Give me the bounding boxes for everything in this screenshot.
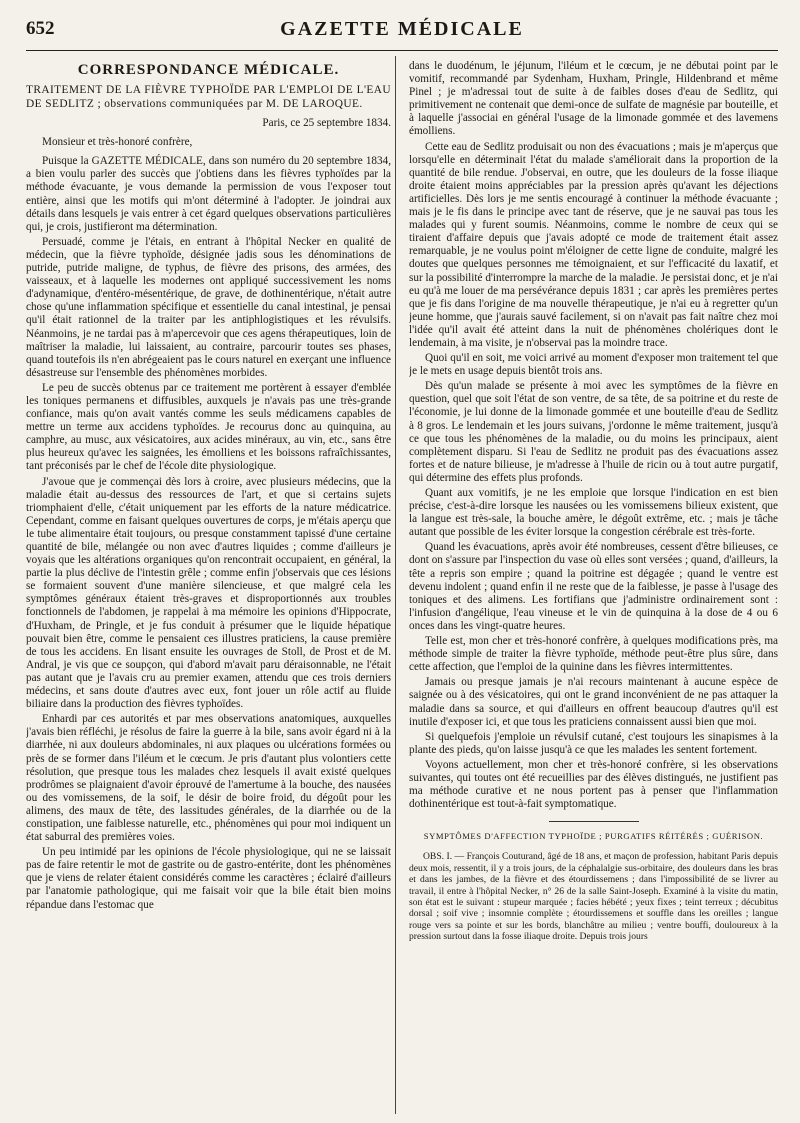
header-rule (26, 50, 778, 51)
paragraph: Le peu de succès obtenus par ce traitement me portèrent à essayer d'emblée les toniques permanens et diffusibles, auxquels je n'avais pas une très-grande confiance, mais qu'on avait vantés comme les seuls médicamens capables de mettre un terme aux accidens typhoïdes. Je recourus donc au quinquina, au camphre, au musc, aux vésicatoires, aux acides minéraux, au vin, etc., sans être plus heureux qu'avec les saignées, les émolliens et les boissons rafraîchissantes, tant préconisés par le chef de l'école dite physiologique. (26, 381, 391, 473)
paragraph: Quoi qu'il en soit, me voici arrivé au moment d'exposer mon traitement tel que je le mets en usage depuis bientôt trois ans. (409, 352, 778, 378)
page-header (26, 18, 778, 52)
paragraph: Telle est, mon cher et très-honoré confrère, à quelques modifications près, ma méthode simple de traiter la fièvre typhoïde, méthode peut-être plus sûre, dans cette affection, que l'emploi de la quinine dans les fièvres intermittentes. (409, 635, 778, 674)
paragraph: Puisque la GAZETTE MÉDICALE, dans son numéro du 20 septembre 1834, a bien voulu parler des succès que j'obtiens dans les fièvres typhoïdes par la méthode évacuante, je vous demande la permission de vous l'exposer tout entière, ainsi que les motifs qui m'ont déterminé à l'adopter. Je joindrai aux détails dans lesquels je vais entrer à cet égard quelques observations particulières qui, je crois, justifieront ma détermination. (26, 155, 391, 233)
paragraph: Si quelquefois j'emploie un révulsif cutané, c'est toujours les sinapismes à la plante des pieds, qu'on laisse jusqu'à ce que les malades les sentent fortement. (409, 730, 778, 756)
right-column (409, 60, 778, 1116)
salutation: Monsieur et très-honoré confrère, (42, 136, 193, 149)
paragraph: Jamais ou presque jamais je n'ai recours maintenant à aucune espèce de saignée ou à des vésicatoires, qui ont le grand inconvénient de ne pas attaquer la maladie dans sa source, et qui d'ailleurs en offrent beaucoup d'autres qu'il est inutile d'exposer ici, et que tous les praticiens connaissent aussi bien que moi. (409, 676, 778, 728)
journal-title: GAZETTE MÉDICALE (280, 18, 524, 40)
column-divider (395, 56, 396, 1114)
paragraph: J'avoue que je commençai dès lors à croire, avec plusieurs médecins, que la maladie était au-dessus des ressources de l'art, et que si certains sujets triomphaient d'elle, c'était uniquement par les efforts de la nature médicatrice. Cependant, comme en faisant quelques ouvertures de corps, je m'étais aperçu que le tube alimentaire était toujours, ou presque constamment tapissé d'une certaine quantité de bile, mélangée ou non avec d'autres liquides ; comme d'ailleurs je voyais que les altérations organiques qu'on rencontrait occupaient, en général, la partie la plus déclive de l'intestin grêle ; comme enfin j'observais que ces lésions se formaient souvent d'une manière silencieuse, et que malgré cela les symptômes généraux étaient très-graves et disproportionnés aux troubles fonctionnels de l'abdomen, je rappelai à ma mémoire les opinions d'Hippocrate, d'Huxham, de Pringle, et je fus conduit à présumer que le liquide hépatique pouvait bien être, comme le pensaient ces illustres praticiens, la cause première de tous les accidens. En lisant ensuite les ouvrages de Stoll, de Prost et de M. Andral, je vis que ce soupçon, qui d'abord m'avait paru déraisonnable, ne l'était pas autant que je l'avais cru au premier examen, attendu que ces trois derniers médecins, et sans doute d'autres avec eux, font jouer un rôle actif au fluide biliaire dans la production des fièvres typhoïdes. (26, 475, 391, 711)
observation-block (409, 851, 778, 942)
paragraph: Dès qu'un malade se présente à moi avec les symptômes de la fièvre en question, quel que soit l'état de son ventre, de sa tête, de sa poitrine et du reste de l'économie, je lui donne de la limonade gommée et une bouteille d'eau de Sedlitz à 8 gros. Le lendemain et les jours suivans, j'ordonne le même traitement, jusqu'à ce que tous les phénomènes de la maladie, ou du moins les principaux, aient complètement disparu. Si l'eau de Sedlitz ne produit pas des évacuations assez fortes et de nature bilieuse, je m'adresse à l'huile de ricin ou à tout autre purgatif, qui détermine des effets plus profonds. (409, 380, 778, 484)
paragraph: Un peu intimidé par les opinions de l'école physiologique, qui ne se laissait pas de faire retentir le mot de gastrite ou de gastro-entérite, dont les phénomènes que je viens de relater étaient considérés comme les caractères ; éclairé d'ailleurs par l'anatomie pathologique, qui me faisait voir que la bile était bien moins répandue dans l'estomac que (26, 846, 391, 911)
left-column (26, 60, 391, 1116)
paragraph: Persuadé, comme je l'étais, en entrant à l'hôpital Necker en qualité de médecin, que la fièvre typhoïde, désignée jadis sous les dénominations de putride, putride maligne, de typhus, de fièvre des prisons, des armées, des vaisseaux, et à laquelle les modernes ont appliqué successivement les noms d'adynamique, d'entéro-mésentérique, de grave, de dothinentérique, n'était autre chose qu'une inflammation spécifique et essentielle du canal intestinal, je pensai qu'il était rationnel de la traiter par les antiphlogistiques et les révulsifs. Néanmoins, je ne tardai pas à m'apercevoir que ces agens thérapeutiques, loin de maîtriser la maladie, lui laissaient, au contraire, parcourir toutes ses phases, quand toutefois ils n'en abrégeaient pas le cours naturel en exerçant une influence désastreuse sur l'ensemble des phénomènes morbides. (26, 235, 391, 379)
paragraph: Voyons actuellement, mon cher et très-honoré confrère, si les observations suivantes, qui toutes ont été recueillies par des élèves distingués, ne justifient pas ma méthode curative et ne nous portent pas à penser que l'inflammation dothinentérique est tout-à-fait symptomatique. (409, 758, 778, 811)
paragraph: Cette eau de Sedlitz produisait ou non des évacuations ; mais je m'aperçus que lorsqu'elle en déterminait l'état du malade s'améliorait dans la proportion de la quantité de bile rendue. J'observai, en outre, que les douleurs de la fosse iliaque droite étaient moins appréciables par la pression après qu'avant les déjections artificielles. Dès lors je me sentis encouragé à continuer la méthode évacuante ; mais je le fis dans le principe avec tant de réserve, que je ne sauvai pas tous les malades qui y furent soumis. Néanmoins, comme le nombre de ceux qui se tiraient d'affaire depuis que j'avais adopté ce mode de traitement était assez remarquable, je ne voulus point m'éloigner de cette ligne de conduite, malgré les doutes que quelques personnes me témoignaient, et sur l'efficacité du laxatif, et sur la possibilité d'interrompre la marche de la maladie. Je persistai donc, et je n'ai eu qu'à me louer de ma persévérance depuis 1831 ; car après les premières pertes que je fis dans l'origine de ma nouvelle thérapeutique, je n'ai eu à regretter qu'un jeune homme, que j'aurais sauvé facilement, si on n'avait pas fait naître chez moi l'idée qu'il avait été atteint dans la nuit de phénomènes cholériques dont le lendemain, à ma visite, je n'observai pas la moindre trace. (409, 140, 778, 349)
observation-heading: SYMPTÔMES D'AFFECTION TYPHOÏDE ; PURGATIFS RÉITÉRÉS ; GUÉRISON. (423, 831, 764, 842)
page-number: 652 (26, 18, 55, 39)
paragraph: Enhardi par ces autorités et par mes observations anatomiques, auxquelles j'avais bien réfléchi, je résolus de faire la guerre à la bile, sans avoir égard ni à la diarrhée, ni aux douleurs abdominales, ni aux plaques ou ulcérations formées ou près de se former dans l'iléum et le cœcum. Je pris d'autant plus volontiers cette résolution, que presque tous les malades chez lesquels il avait existé quelques prodrômes se plaignaient d'avoir éprouvé de l'amertume à la bouche, des nausées ou des vomissemens, de la soif, le désir de boire froid, du dégoût pour les alimens, des maux de tête, des lassitudes générales, de la diarrhée ou de la constipation, une faiblesse naturelle, etc., phénomènes qui pour moi indiquent un état saburral des premières voies. (26, 713, 391, 844)
section-rule (549, 821, 639, 822)
article-subtitle: TRAITEMENT DE LA FIÈVRE TYPHOÏDE PAR L'EMPLOI DE L'EAU DE SEDLITZ ; observations communiquées par M. DE LAROQUE. (26, 84, 391, 111)
paragraph: Quand les évacuations, après avoir été nombreuses, cessent d'être bilieuses, ce dont on s'assure par l'inspection du vase où elles sont versées ; quand, d'ailleurs, la tête a repris son empire ; quand la poitrine est dégagée ; quand le ventre est devenu indolent ; quand enfin il ne reste que de la faiblesse, je passe à l'usage des toniques et des alimens. Les fortifians que j'administre ordinairement sont : l'infusion d'angélique, l'eau vineuse et le vin de quinquina à la dose de 4 ou 6 onces dans les vingt-quatre heures. (409, 541, 778, 632)
paragraph: Quant aux vomitifs, je ne les emploie que lorsque l'indication en est bien précise, c'est-à-dire lorsque les nausées ou les vomissemens bilieux existent, que la langue est très-sale, la bouche amère, le dégoût extrême, etc. ; mais je tâche autant que possible de les éviter lorsque la congestion cérébrale est très-forte. (409, 487, 778, 539)
dateline: Paris, ce 25 septembre 1834. (262, 117, 391, 130)
paragraph-continued: dans le duodénum, le jéjunum, l'iléum et le cœcum, je ne débutai point par le vomitif, recommandé par Sydenham, Huxham, Pringle, Hildenbrand et même Pinel ; je m'adressai tout de suite à de faibles doses d'eau de Sedlitz, qui primitivement ne contenait que demi-once de sulfate de magnésie par bouteille, et à laquelle j'associai en général l'usage de la limonade gommée et des lavemens émolliens. (409, 60, 778, 138)
observation-text: OBS. I. — François Couturand, âgé de 18 ans, et maçon de profession, habitant Paris depuis deux mois, ressentit, il y a trois jours, de la céphalalgie sus-orbitaire, des douleurs dans les bras et dans les jambes, de la fièvre et des étourdissemens ; dans l'impossibilité de se livrer au travail, il entre à l'hôpital Necker, n° 26 de la salle Saint-Joseph. Examiné à la visite du matin, son état est le suivant : stupeur marquée ; facies hébété ; yeux fixes ; teint terreux ; décubitus dorsal ; soif vive ; insomnie complète ; étourdissemens et souffle dans les oreilles ; langue rouge vers sa pointe et sur les bords, blanchâtre au milieu ; ventre bouffi, douloureux à la pression surtout dans la fosse iliaque droite. Depuis trois jours (409, 851, 778, 943)
section-title: CORRESPONDANCE MÉDICALE. (77, 62, 340, 78)
